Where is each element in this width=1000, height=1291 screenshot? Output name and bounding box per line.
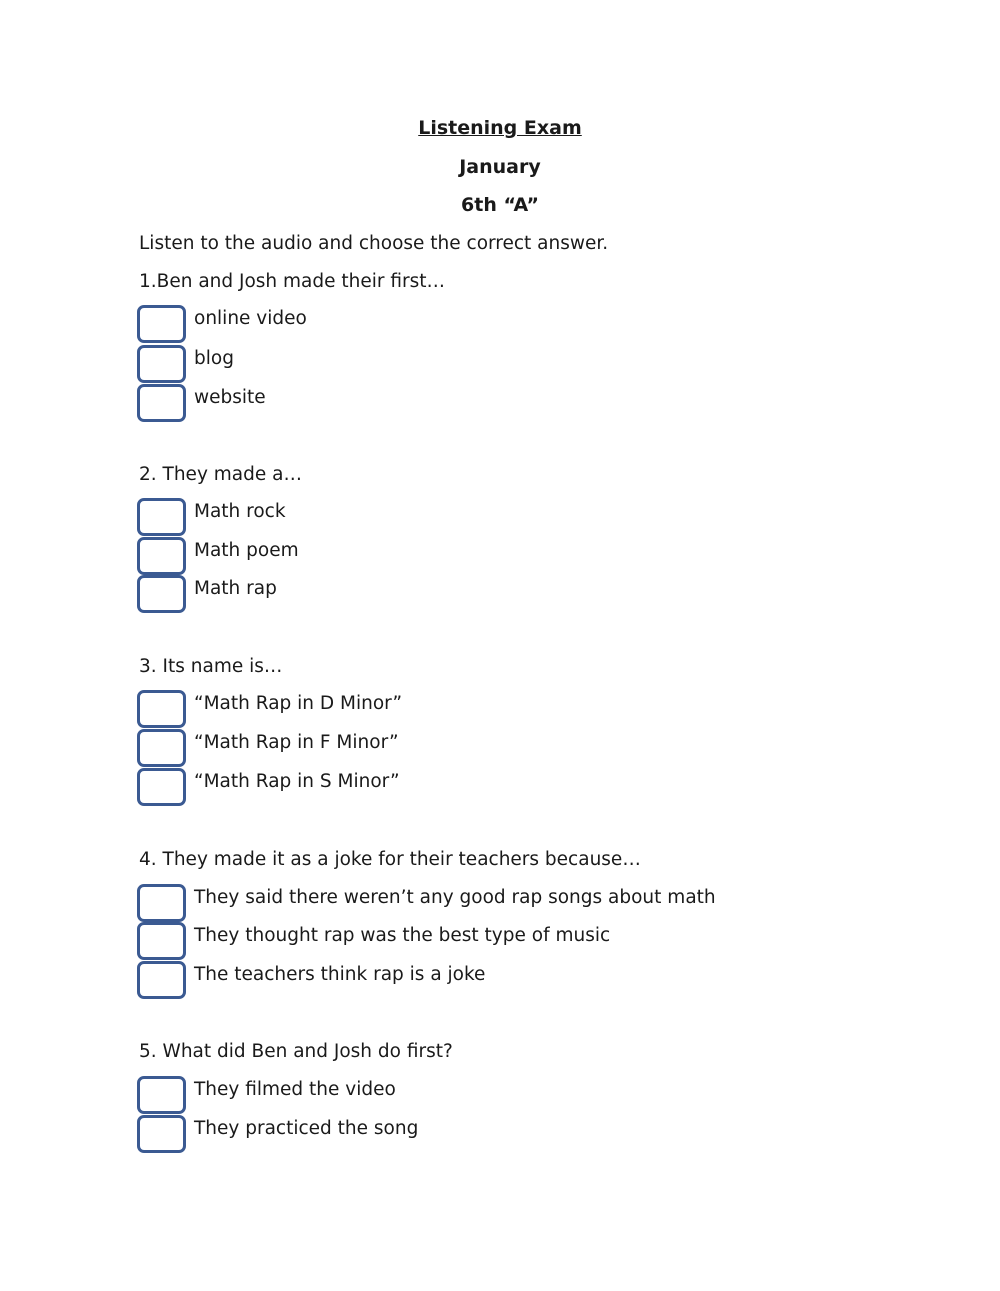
option-label: Math rock [194, 501, 286, 522]
answer-option[interactable] [137, 345, 837, 383]
checkbox[interactable] [137, 690, 186, 728]
answer-option[interactable] [137, 537, 837, 575]
answer-option[interactable] [137, 768, 837, 806]
answer-option[interactable] [137, 305, 837, 343]
question-text: 1.Ben and Josh made their first… [139, 271, 446, 292]
answer-option[interactable] [137, 961, 837, 999]
checkbox[interactable] [137, 537, 186, 575]
checkbox[interactable] [137, 729, 186, 767]
option-label: “Math Rap in D Minor” [194, 693, 403, 714]
checkbox[interactable] [137, 1115, 186, 1153]
question-text: 2. They made a… [139, 464, 302, 485]
exam-month: January [459, 156, 541, 178]
answer-option[interactable] [137, 884, 837, 922]
checkbox[interactable] [137, 575, 186, 613]
answer-option[interactable] [137, 729, 837, 767]
option-label: “Math Rap in S Minor” [194, 771, 400, 792]
question-text: 4. They made it as a joke for their teachers because… [139, 849, 641, 870]
checkbox[interactable] [137, 922, 186, 960]
answer-option[interactable] [137, 498, 837, 536]
checkbox[interactable] [137, 345, 186, 383]
checkbox[interactable] [137, 305, 186, 343]
option-label: online video [194, 308, 307, 329]
checkbox[interactable] [137, 384, 186, 422]
checkbox[interactable] [137, 961, 186, 999]
option-label: “Math Rap in F Minor” [194, 732, 399, 753]
option-label: They practiced the song [194, 1118, 419, 1139]
option-label: They thought rap was the best type of music [194, 925, 611, 946]
answer-option[interactable] [137, 922, 837, 960]
exam-title: Listening Exam [418, 117, 582, 139]
answer-option[interactable] [137, 690, 837, 728]
instructions: Listen to the audio and choose the correct answer. [139, 233, 609, 254]
answer-option[interactable] [137, 384, 837, 422]
option-label: website [194, 387, 266, 408]
exam-class: 6th “A” [461, 194, 539, 216]
option-label: Math poem [194, 540, 299, 561]
option-label: Math rap [194, 578, 277, 599]
option-label: blog [194, 348, 234, 369]
answer-option[interactable] [137, 1115, 837, 1153]
option-label: They said there weren’t any good rap songs about math [194, 887, 716, 908]
question-text: 3. Its name is… [139, 656, 283, 677]
checkbox[interactable] [137, 498, 186, 536]
question-text: 5. What did Ben and Josh do first? [139, 1041, 453, 1062]
option-label: The teachers think rap is a joke [194, 964, 486, 985]
checkbox[interactable] [137, 1076, 186, 1114]
answer-option[interactable] [137, 575, 837, 613]
option-label: They filmed the video [194, 1079, 396, 1100]
answer-option[interactable] [137, 1076, 837, 1114]
checkbox[interactable] [137, 768, 186, 806]
checkbox[interactable] [137, 884, 186, 922]
